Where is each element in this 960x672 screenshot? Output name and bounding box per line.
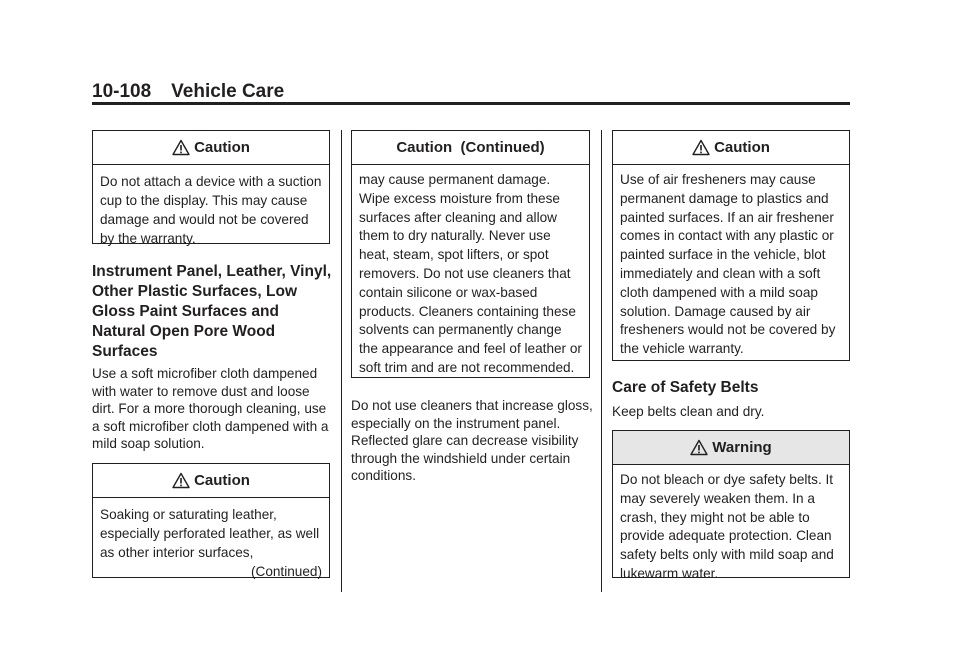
caution-body: may cause permanent damage. Wipe excess moisture from these surfaces after cleaning and allow them to dry naturally. Never use heat, steam, spot lifters, or spot removers. Do not use cleaners that contain silicone or wax-based products. Cleaners containing these solvents can permanently change the appearance and feel of leather or soft trim and are not recommended. [359, 172, 582, 375]
paragraph-gloss-cleaners: Do not use cleaners that increase gloss, especially on the instrument panel. Reflected glare can decrease visibility through the windshield under certain conditions. [351, 398, 593, 483]
caution-box-suction-cup [92, 130, 330, 244]
page-number: 10-108 [92, 81, 152, 102]
page-header [92, 80, 850, 104]
caution-triangle-icon [172, 139, 190, 156]
caution-body: Do not attach a device with a suction cup to the display. This may cause damage and would not be covered by the warranty. [100, 174, 322, 246]
caution-body: Use of air fresheners may cause permanent damage to plastics and painted surfaces. If an air freshener comes in contact with any plastic or painted surface in the vehicle, blot immediately and clean with a soft cloth dampened with a mild soap solution. Damage caused by air fresheners would not be covered by the vehicle warranty. [620, 172, 836, 357]
caution-title: Caution [194, 139, 250, 156]
continued-note: (Continued) [250, 564, 322, 579]
caution-box-header [352, 131, 589, 165]
warning-box-safety-belts [612, 430, 850, 581]
warning-box-header [613, 431, 849, 465]
caution-body: Soaking or saturating leather, especially perforated leather, as well as other interior surfaces, [100, 507, 320, 560]
column-divider-1 [341, 130, 342, 592]
section-heading-safety-belts: Care of Safety Belts [612, 379, 759, 396]
warning-triangle-icon [690, 439, 708, 456]
caution-body-wrapper [93, 498, 329, 583]
paragraph-keep-belts-clean: Keep belts clean and dry. [612, 404, 765, 419]
caution-title: Caution [714, 139, 770, 156]
caution-box-header [93, 131, 329, 165]
section-heading-instrument-panel: Instrument Panel, Leather, Vinyl, Other Plastic Surfaces, Low Gloss Paint Surfaces and Natural Open Pore Wood Surfaces [92, 263, 332, 360]
caution-box-continued [351, 130, 590, 378]
caution-triangle-icon [692, 139, 710, 156]
paragraph-microfiber-cleaning: Use a soft microfiber cloth dampened with water to remove dust and loose dirt. For a more thorough cleaning, use a soft microfiber cloth dampened with a mild soap solution. [92, 366, 329, 451]
caution-box-header [93, 464, 329, 498]
caution-triangle-icon [172, 472, 190, 489]
warning-title: Warning [712, 439, 772, 456]
caution-continued-title: Caution (Continued) [396, 139, 545, 156]
caution-box-leather [92, 463, 330, 578]
section-title: Vehicle Care [171, 81, 285, 102]
header-rule [92, 102, 850, 105]
caution-title: Caution [194, 472, 250, 489]
column-divider-2 [601, 130, 602, 592]
caution-box-air-fresheners [612, 130, 850, 361]
warning-body: Do not bleach or dye safety belts. It may severely weaken them. In a crash, they might not be able to provide adequate protection. Clean safety belts only with mild soap and lukewarm water. [620, 472, 834, 581]
caution-box-header [613, 131, 849, 165]
